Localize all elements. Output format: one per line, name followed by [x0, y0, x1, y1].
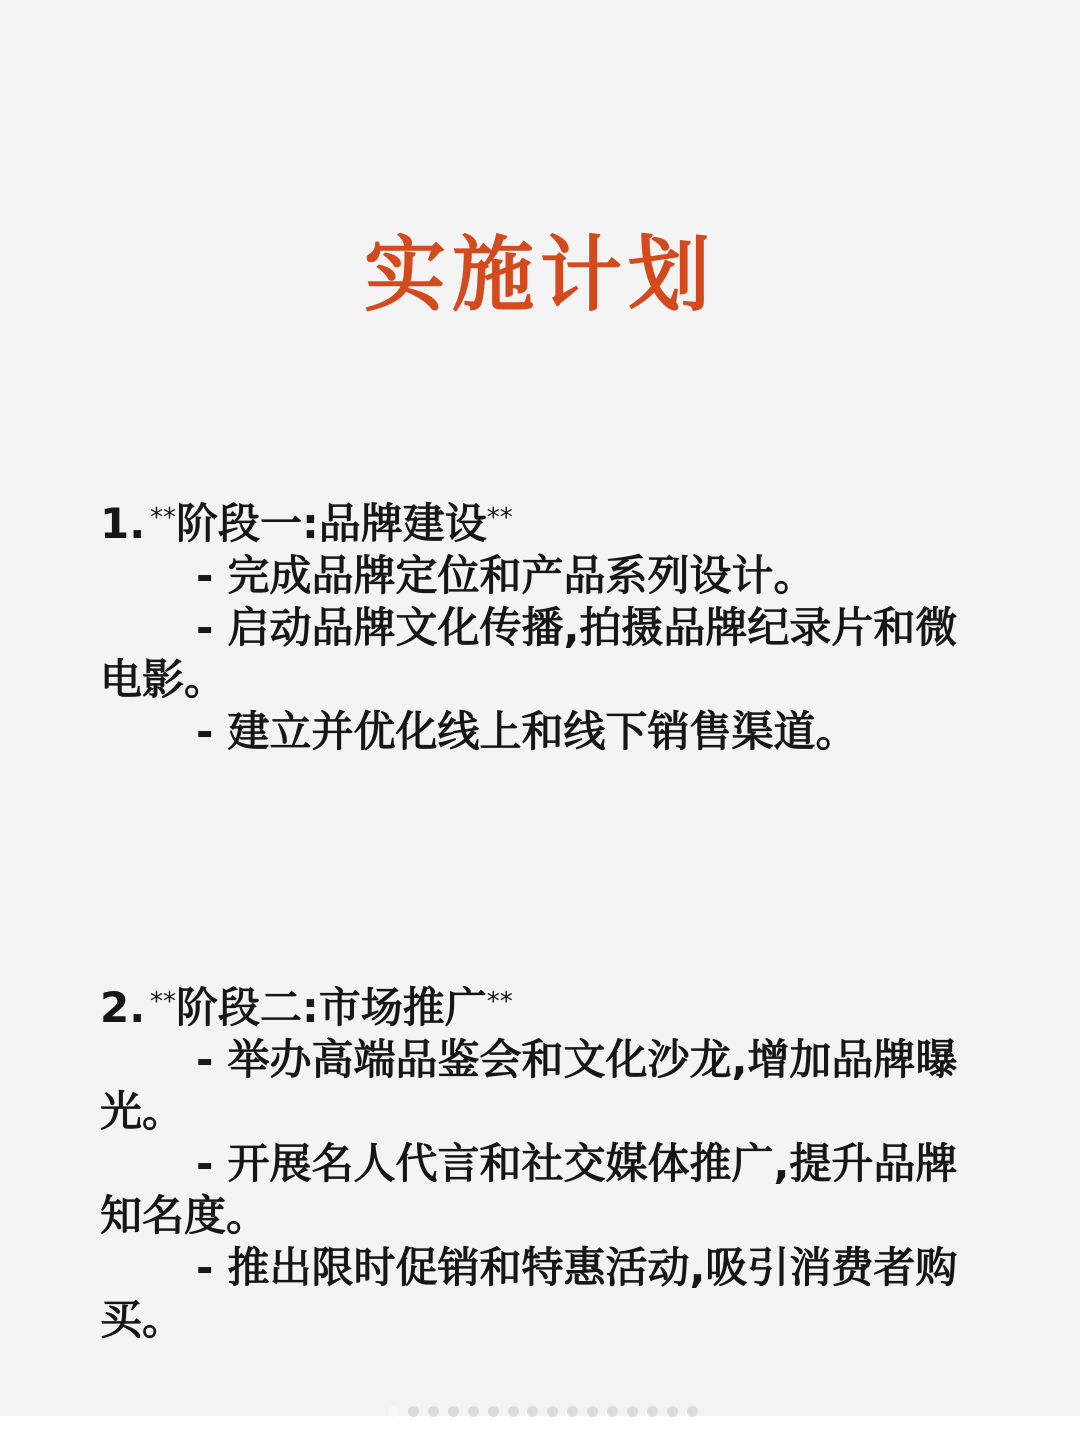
page-title: 实施计划 [363, 228, 716, 323]
list-item-text: 完成品牌定位和产品系列设计。 [227, 551, 816, 600]
pagination-dot[interactable] [667, 1406, 678, 1417]
list-item-text: 推出限时促销和特惠活动,吸引消费者购买。 [100, 1243, 958, 1344]
list-item [100, 1242, 978, 1346]
phase-section-1 [100, 498, 978, 758]
bold-marker-open: ** [150, 503, 176, 533]
bullet-dash: - [196, 1035, 214, 1084]
bullet-dash: - [196, 1243, 214, 1292]
list-item-text: 举办高端品鉴会和文化沙龙,增加品牌曝光。 [100, 1035, 958, 1136]
carousel-pagination[interactable] [388, 1404, 698, 1418]
pagination-dot[interactable] [428, 1406, 439, 1417]
bold-marker-close: ** [486, 987, 513, 1017]
pagination-dot[interactable] [547, 1406, 558, 1417]
pagination-dot[interactable] [647, 1406, 658, 1417]
list-item [100, 1034, 978, 1138]
phase-section-2 [100, 982, 978, 1346]
phase-heading [100, 498, 978, 550]
pagination-dot[interactable] [448, 1406, 459, 1417]
list-item-text: 建立并优化线上和线下销售渠道。 [227, 707, 858, 756]
phase-heading [100, 982, 978, 1034]
list-item [100, 550, 978, 602]
bullet-dash: - [196, 603, 214, 652]
pagination-dot[interactable] [488, 1406, 499, 1417]
bullet-dash: - [196, 707, 214, 756]
pagination-dot[interactable] [687, 1406, 698, 1417]
phase-number: 1. [100, 499, 146, 548]
pagination-dot[interactable] [527, 1406, 538, 1417]
list-item [100, 602, 978, 706]
bold-marker-open: ** [150, 987, 176, 1017]
pagination-dot-active[interactable] [388, 1406, 399, 1417]
phase-number: 2. [100, 983, 146, 1032]
phase-title: 阶段二:市场推广 [176, 983, 487, 1032]
pagination-dot[interactable] [508, 1406, 519, 1417]
pagination-dot[interactable] [607, 1406, 618, 1417]
bold-marker-close: ** [486, 503, 513, 533]
bullet-dash: - [196, 551, 214, 600]
pagination-dot[interactable] [587, 1406, 598, 1417]
list-item [100, 1138, 978, 1242]
list-item-text: 开展名人代言和社交媒体推广,提升品牌知名度。 [100, 1139, 958, 1240]
pagination-dot[interactable] [627, 1406, 638, 1417]
phase-title: 阶段一:品牌建设 [176, 499, 487, 548]
pagination-dot[interactable] [567, 1406, 578, 1417]
pagination-dot[interactable] [468, 1406, 479, 1417]
pagination-dot[interactable] [408, 1406, 419, 1417]
bullet-dash: - [196, 1139, 214, 1188]
list-item-text: 启动品牌文化传播,拍摄品牌纪录片和微电影。 [100, 603, 958, 704]
list-item [100, 706, 978, 758]
